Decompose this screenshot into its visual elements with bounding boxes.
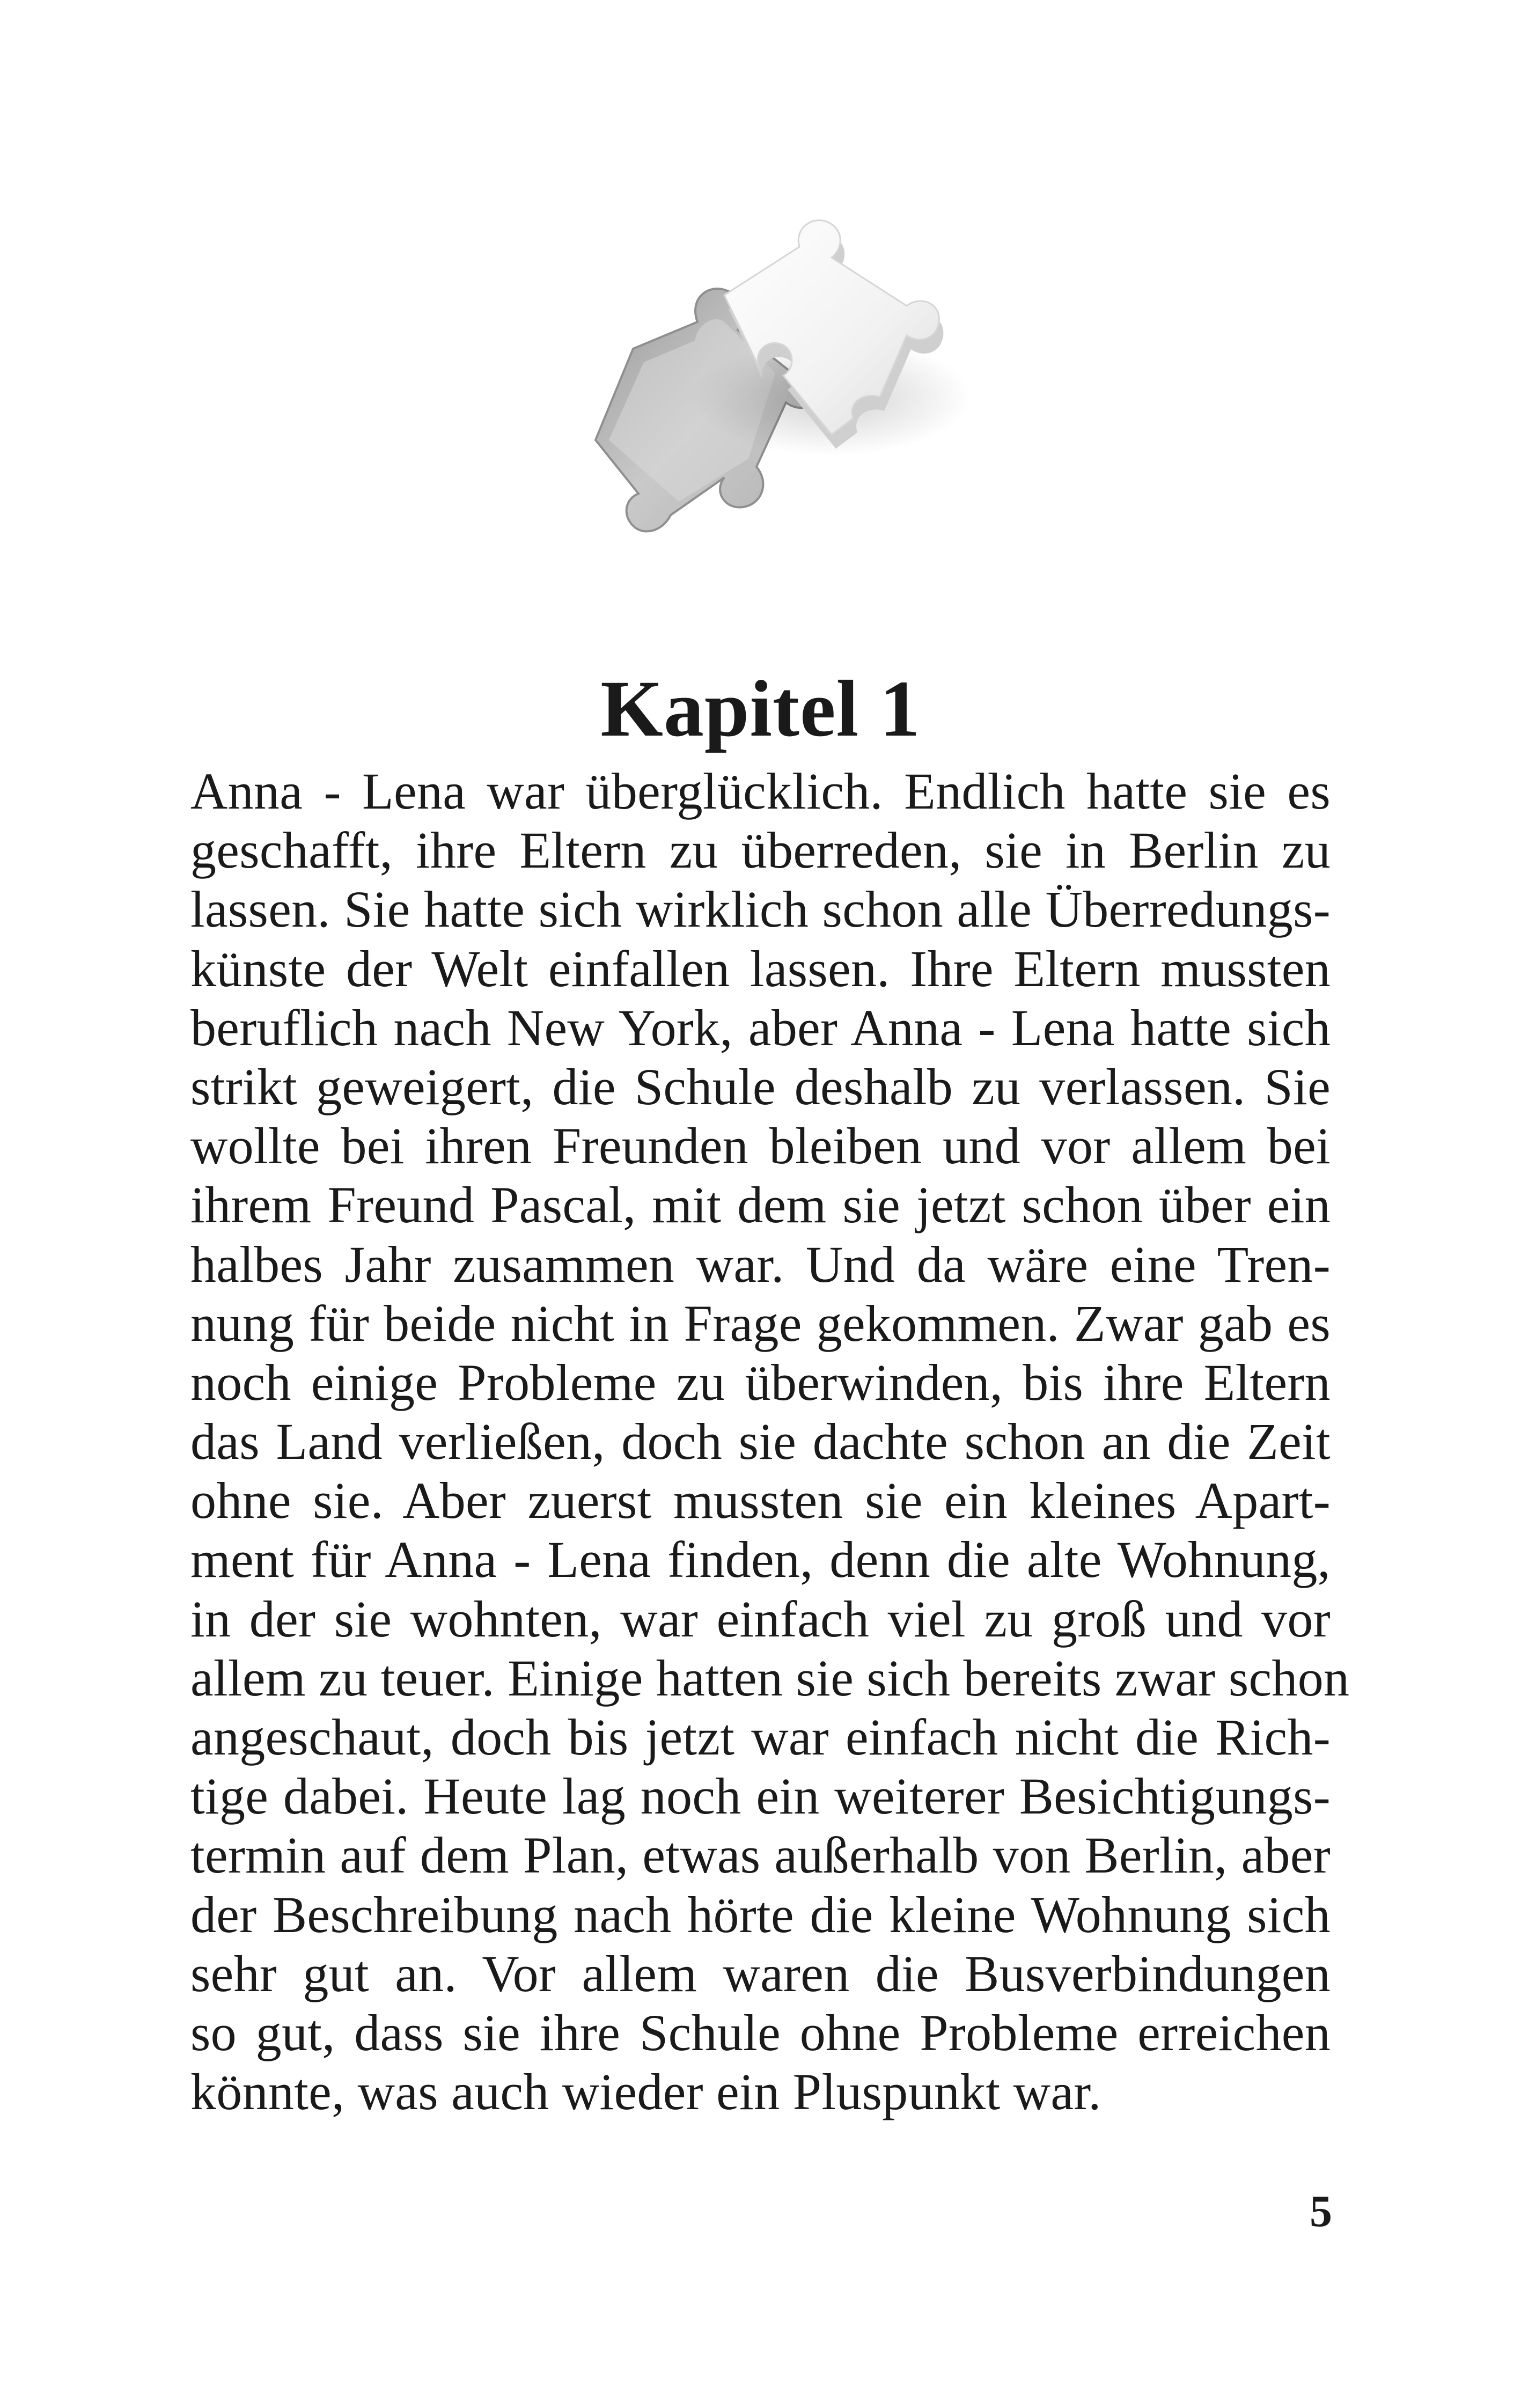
text-line: tige dabei. Heute lag noch ein weiterer Besichtigungs-: [190, 1767, 1331, 1825]
text-line: in der sie wohnten, war einfach viel zu groß und vor: [190, 1590, 1331, 1648]
text-line: künste der Welt einfallen lassen. Ihre Eltern mussten: [190, 939, 1331, 997]
text-line: beruflich nach New York, aber Anna - Lena hatte sich: [190, 999, 1331, 1056]
chapter-title: Kapitel 1: [600, 664, 921, 753]
text-line: ihrem Freund Pascal, mit dem sie jetzt schon über ein: [190, 1176, 1331, 1234]
text-line: geschafft, ihre Eltern zu überreden, sie in Berlin zu: [190, 821, 1331, 879]
text-line: nung für beide nicht in Frage gekommen. Zwar gab es: [190, 1294, 1331, 1352]
text-line: strikt geweigert, die Schule deshalb zu verlassen. Sie: [190, 1058, 1331, 1115]
text-line: wollte bei ihren Freunden bleiben und vor allem bei: [190, 1117, 1331, 1175]
text-line: der Beschreibung nach hörte die kleine Wohnung sich: [190, 1885, 1331, 1943]
text-line: das Land verließen, doch sie dachte schon an die Zeit: [190, 1413, 1331, 1471]
text-line: noch einige Probleme zu überwinden, bis ihre Eltern: [190, 1353, 1331, 1411]
text-line: termin auf dem Plan, etwas außerhalb von Berlin, aber: [190, 1826, 1331, 1884]
text-line-last: könnte, was auch wieder ein Pluspunkt war.: [190, 2063, 1101, 2121]
text-line: lassen. Sie hatte sich wirklich schon alle Überredungs-: [190, 880, 1331, 938]
puzzle-piece-icon: [563, 215, 971, 579]
text-line: ment für Anna - Lena finden, denn die alte Wohnung,: [190, 1531, 1331, 1589]
text-line: so gut, dass sie ihre Schule ohne Probleme erreichen: [190, 2003, 1331, 2061]
chapter-body-text: [190, 762, 1350, 2121]
page-number: 5: [1310, 2186, 1332, 2236]
text-line: ohne sie. Aber zuerst mussten sie ein kleines Apart-: [190, 1472, 1331, 1530]
text-line: angeschaut, doch bis jetzt war einfach nicht die Rich-: [190, 1708, 1331, 1766]
text-line: halbes Jahr zusammen war. Und da wäre eine Tren-: [190, 1235, 1331, 1293]
text-line: allem zu teuer. Einige hatten sie sich bereits zwar schon: [190, 1649, 1350, 1707]
text-line: Anna - Lena war überglücklich. Endlich hatte sie es: [190, 762, 1331, 820]
text-line: sehr gut an. Vor allem waren die Busverbindungen: [190, 1944, 1331, 2002]
